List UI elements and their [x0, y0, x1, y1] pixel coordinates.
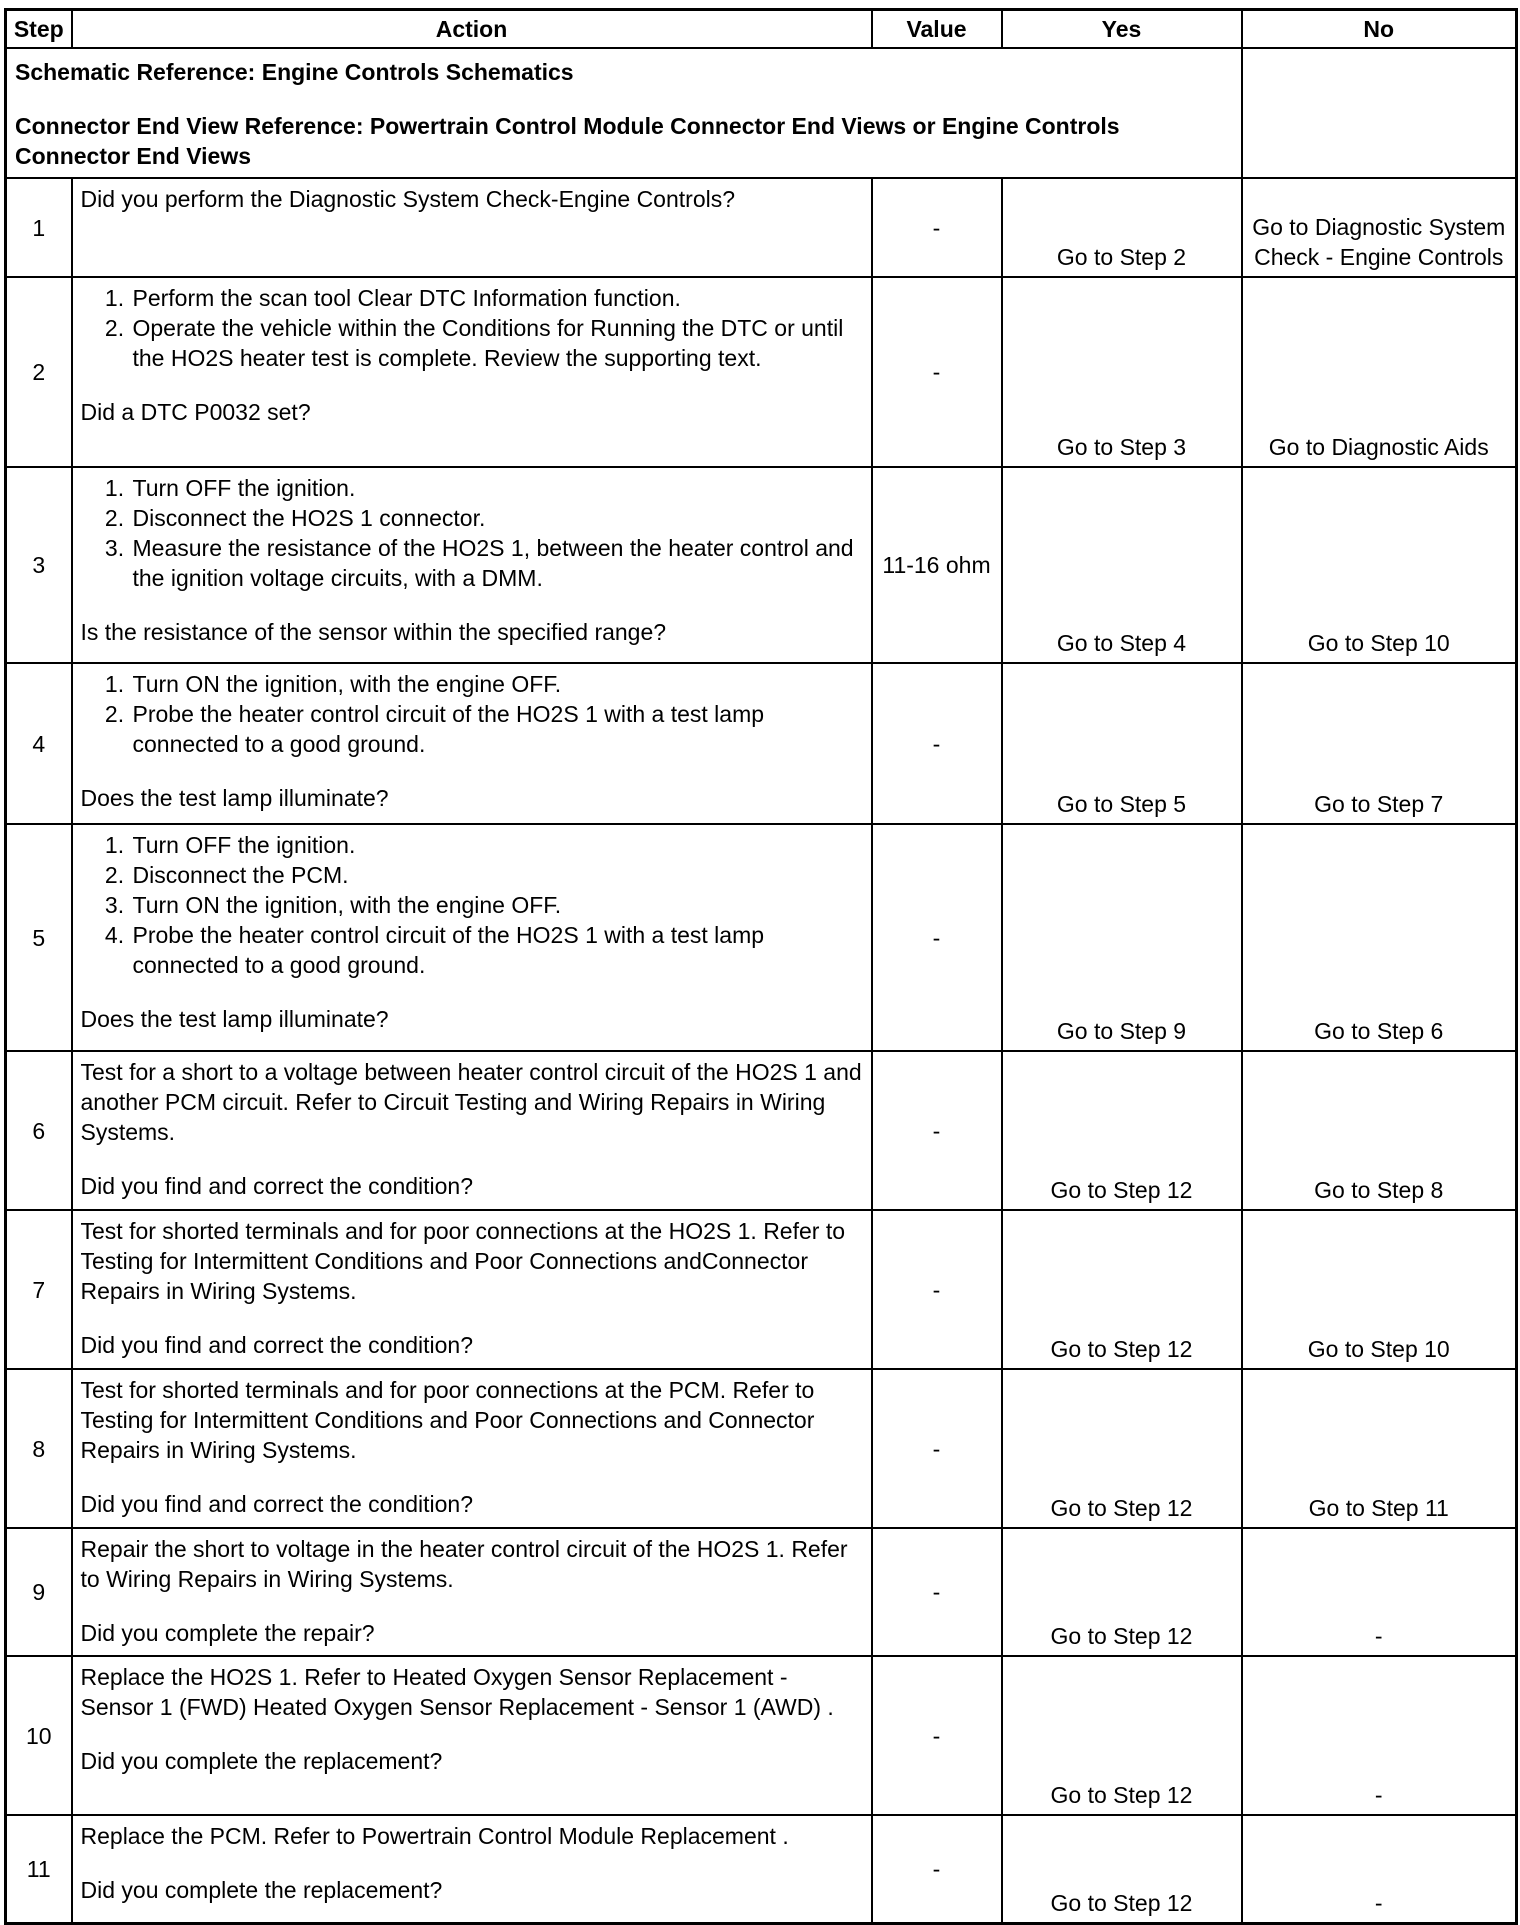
yes-cell: Go to Step 12: [1002, 1369, 1242, 1528]
action-question: Did you complete the repair?: [80, 1620, 375, 1646]
step-number: 8: [6, 1369, 72, 1528]
step-number: 3: [6, 467, 72, 663]
action-text: Replace the PCM. Refer to Powertrain Control Module Replacement .: [80, 1823, 789, 1849]
action-text: Test for a short to a voltage between heater control circuit of the HO2S 1 and another PCM circuit. Refer to Circuit Testing and Wiring Repairs in Wiring Systems.: [80, 1059, 862, 1145]
yes-cell: Go to Step 2: [1002, 178, 1242, 277]
yes-cell: Go to Step 3: [1002, 277, 1242, 467]
no-cell: Go to Step 10: [1242, 467, 1517, 663]
value-cell: 11-16 ohm: [872, 467, 1002, 663]
value-cell: -: [872, 1210, 1002, 1369]
action-steps: [81, 830, 867, 980]
action-question: Does the test lamp illuminate?: [80, 785, 389, 811]
table-row: [6, 277, 1517, 467]
step-number: 1: [6, 178, 72, 277]
connector-reference: Connector End View Reference: Powertrain Control Module Connector End Views or Engine Controls Connector End Views: [15, 113, 1120, 169]
action-cell: [72, 178, 872, 277]
action-cell: [72, 1051, 872, 1210]
step-number: 11: [6, 1815, 72, 1923]
table-row: [6, 1051, 1517, 1210]
action-step: 4. Probe the heater control circuit of the HO2S 1 with a test lamp connected to a good ground.: [131, 920, 867, 980]
no-cell: Go to Diagnostic System Check - Engine Controls: [1242, 178, 1517, 277]
step-number: 5: [6, 824, 72, 1051]
action-steps: [81, 473, 867, 593]
action-step: 2. Probe the heater control circuit of the HO2S 1 with a test lamp connected to a good ground.: [131, 699, 867, 759]
action-cell: [72, 277, 872, 467]
header-no: No: [1242, 10, 1517, 49]
table-row: [6, 824, 1517, 1051]
no-cell: Go to Step 7: [1242, 663, 1517, 824]
table-row: [6, 1528, 1517, 1656]
step-number: 9: [6, 1528, 72, 1656]
no-cell: Go to Step 11: [1242, 1369, 1517, 1528]
step-number: 6: [6, 1051, 72, 1210]
action-question: Did a DTC P0032 set?: [80, 399, 311, 425]
yes-cell: Go to Step 12: [1002, 1210, 1242, 1369]
value-cell: -: [872, 178, 1002, 277]
action-step: 1. Turn OFF the ignition.: [131, 473, 867, 503]
no-cell: -: [1242, 1656, 1517, 1815]
value-cell: -: [872, 824, 1002, 1051]
action-text: Repair the short to voltage in the heater control circuit of the HO2S 1. Refer to Wiring Repairs in Wiring Systems.: [80, 1536, 848, 1592]
table-row: [6, 663, 1517, 824]
no-cell: Go to Step 8: [1242, 1051, 1517, 1210]
header-value: Value: [872, 10, 1002, 49]
action-cell: [72, 663, 872, 824]
action-cell: [72, 467, 872, 663]
reference-row: [6, 48, 1517, 178]
yes-cell: Go to Step 12: [1002, 1528, 1242, 1656]
step-number: 2: [6, 277, 72, 467]
action-step: 1. Perform the scan tool Clear DTC Information function.: [131, 283, 867, 313]
action-cell: [72, 824, 872, 1051]
table-row: [6, 1815, 1517, 1923]
no-cell: -: [1242, 1815, 1517, 1923]
reference-cell: [6, 48, 1242, 178]
header-step: Step: [6, 10, 72, 49]
table-row: [6, 1656, 1517, 1815]
action-cell: [72, 1815, 872, 1923]
action-step: 3. Turn ON the ignition, with the engine OFF.: [131, 890, 867, 920]
yes-cell: Go to Step 9: [1002, 824, 1242, 1051]
action-step: 2. Disconnect the HO2S 1 connector.: [131, 503, 867, 533]
schematic-reference: Schematic Reference: Engine Controls Schematics: [15, 59, 574, 85]
yes-cell: Go to Step 12: [1002, 1051, 1242, 1210]
table-row: [6, 1369, 1517, 1528]
header-row: [6, 10, 1517, 49]
action-step: 2. Operate the vehicle within the Conditions for Running the DTC or until the HO2S heater test is complete. Review the supporting text.: [131, 313, 867, 373]
yes-cell: Go to Step 12: [1002, 1656, 1242, 1815]
no-cell: Go to Diagnostic Aids: [1242, 277, 1517, 467]
action-question: Did you perform the Diagnostic System Check-Engine Controls?: [80, 186, 736, 212]
diagnostic-table: [4, 8, 1518, 1925]
action-step: 1. Turn ON the ignition, with the engine OFF.: [131, 669, 867, 699]
action-text: Replace the HO2S 1. Refer to Heated Oxygen Sensor Replacement - Sensor 1 (FWD) Heated Oxygen Sensor Replacement - Sensor 1 (AWD) .: [80, 1664, 834, 1720]
action-cell: [72, 1210, 872, 1369]
diagnostic-table-sheet: [4, 8, 1515, 1925]
action-steps: [81, 669, 867, 759]
value-cell: -: [872, 1815, 1002, 1923]
no-cell: -: [1242, 1528, 1517, 1656]
table-row: [6, 467, 1517, 663]
action-step: 3. Measure the resistance of the HO2S 1, between the heater control and the ignition voltage circuits, with a DMM.: [131, 533, 867, 593]
step-number: 4: [6, 663, 72, 824]
value-cell: -: [872, 1656, 1002, 1815]
table-row: [6, 178, 1517, 277]
action-cell: [72, 1528, 872, 1656]
action-text: Test for shorted terminals and for poor connections at the HO2S 1. Refer to Testing for Intermittent Conditions and Poor Connections andConnector Repairs in Wiring Systems.: [80, 1218, 846, 1304]
value-cell: -: [872, 1528, 1002, 1656]
header-action: Action: [72, 10, 872, 49]
value-cell: -: [872, 277, 1002, 467]
table-row: [6, 1210, 1517, 1369]
no-cell: Go to Step 6: [1242, 824, 1517, 1051]
no-cell: Go to Step 10: [1242, 1210, 1517, 1369]
action-question: Does the test lamp illuminate?: [80, 1006, 389, 1032]
step-number: 7: [6, 1210, 72, 1369]
action-cell: [72, 1656, 872, 1815]
action-step: 2. Disconnect the PCM.: [131, 860, 867, 890]
action-question: Did you find and correct the condition?: [80, 1332, 474, 1358]
yes-cell: Go to Step 4: [1002, 467, 1242, 663]
action-question: Is the resistance of the sensor within the specified range?: [80, 619, 667, 645]
action-question: Did you complete the replacement?: [80, 1877, 443, 1903]
value-cell: -: [872, 663, 1002, 824]
value-cell: -: [872, 1369, 1002, 1528]
reference-empty-cell: [1242, 48, 1517, 178]
step-number: 10: [6, 1656, 72, 1815]
yes-cell: Go to Step 5: [1002, 663, 1242, 824]
header-yes: Yes: [1002, 10, 1242, 49]
action-text: Test for shorted terminals and for poor connections at the PCM. Refer to Testing for Intermittent Conditions and Poor Connections and Connector Repairs in Wiring Systems.: [80, 1377, 815, 1463]
action-cell: [72, 1369, 872, 1528]
yes-cell: Go to Step 12: [1002, 1815, 1242, 1923]
action-question: Did you find and correct the condition?: [80, 1173, 474, 1199]
action-question: Did you find and correct the condition?: [80, 1491, 474, 1517]
action-step: 1. Turn OFF the ignition.: [131, 830, 867, 860]
action-steps: [81, 283, 867, 373]
action-question: Did you complete the replacement?: [80, 1748, 443, 1774]
value-cell: -: [872, 1051, 1002, 1210]
